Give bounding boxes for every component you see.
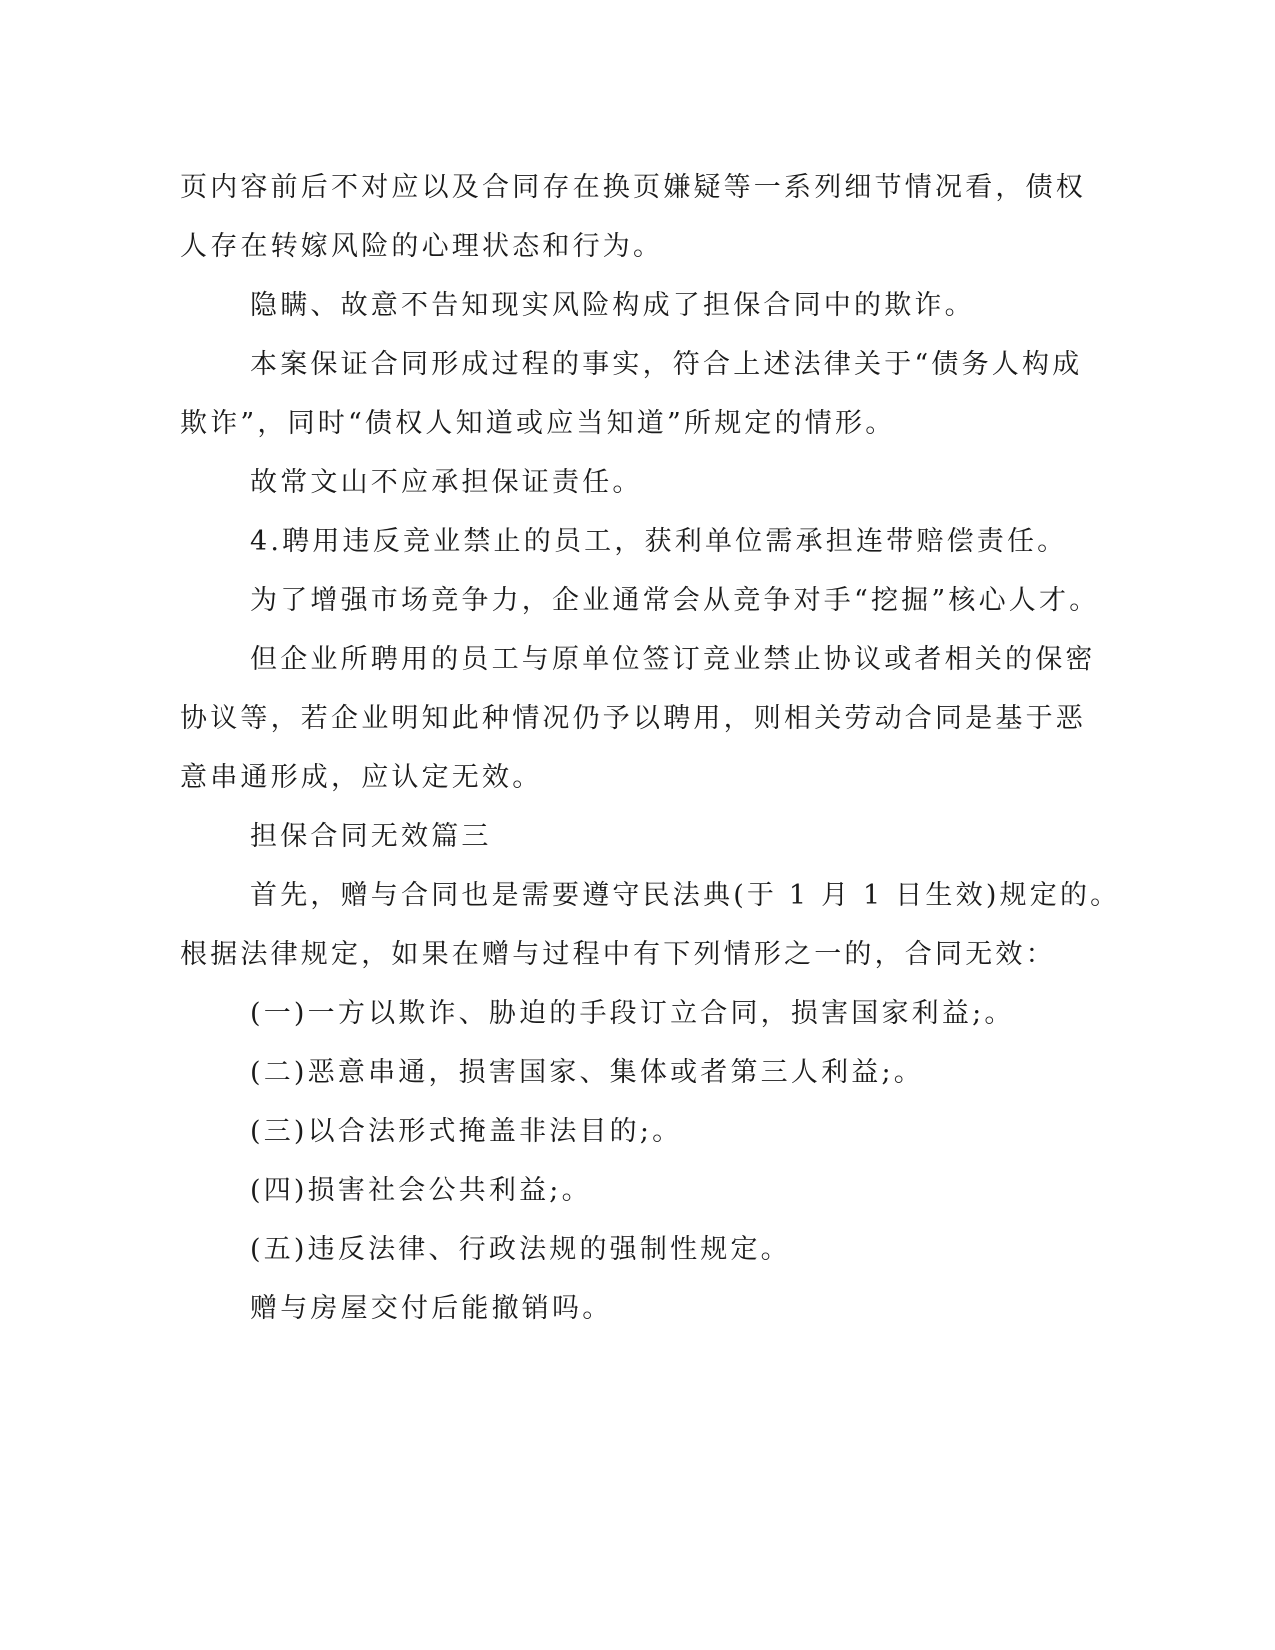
text-line: 页内容前后不对应以及合同存在换页嫌疑等一系列细节情况看，债权 bbox=[180, 172, 1086, 203]
list-item: (四)损害社会公共利益;。 bbox=[250, 1175, 592, 1206]
paragraph-line: 故常文山不应承担保证责任。 bbox=[250, 467, 643, 498]
text-line: 协议等，若企业明知此种情况仍予以聘用，则相关劳动合同是基于恶 bbox=[180, 703, 1086, 734]
document-body bbox=[180, 158, 1121, 1338]
list-item: (三)以合法形式掩盖非法目的;。 bbox=[250, 1116, 683, 1147]
paragraph-line: 4.聘用违反竞业禁止的员工，获利单位需承担连带赔偿责任。 bbox=[250, 526, 1068, 557]
paragraph-line: 但企业所聘用的员工与原单位签订竞业禁止协议或者相关的保密 bbox=[250, 644, 1096, 675]
paragraph-line: 为了增强市场竞争力，企业通常会从竞争对手“挖掘”核心人才。 bbox=[250, 585, 1100, 616]
paragraph-line: 本案保证合同形成过程的事实，符合上述法律关于“债务人构成 bbox=[250, 349, 1083, 380]
list-item: (五)违反法律、行政法规的强制性规定。 bbox=[250, 1234, 791, 1265]
text-line: 根据法律规定，如果在赠与过程中有下列情形之一的，合同无效： bbox=[180, 939, 1056, 970]
paragraph-line: 隐瞒、故意不告知现实风险构成了担保合同中的欺诈。 bbox=[250, 290, 975, 321]
list-item: (一)一方以欺诈、胁迫的手段订立合同，损害国家利益;。 bbox=[250, 998, 1015, 1029]
text-line: 欺诈”，同时“债权人知道或应当知道”所规定的情形。 bbox=[180, 408, 896, 439]
list-item: (二)恶意串通，损害国家、集体或者第三人利益;。 bbox=[250, 1057, 924, 1088]
section-heading: 担保合同无效篇三 bbox=[250, 821, 492, 852]
paragraph-line: 赠与房屋交付后能撤销吗。 bbox=[250, 1293, 613, 1324]
paragraph-line: 首先，赠与合同也是需要遵守民法典(于 1 月 1 日生效)规定的。 bbox=[250, 880, 1121, 911]
text-line: 人存在转嫁风险的心理状态和行为。 bbox=[180, 231, 664, 262]
text-line: 意串通形成，应认定无效。 bbox=[180, 762, 543, 793]
